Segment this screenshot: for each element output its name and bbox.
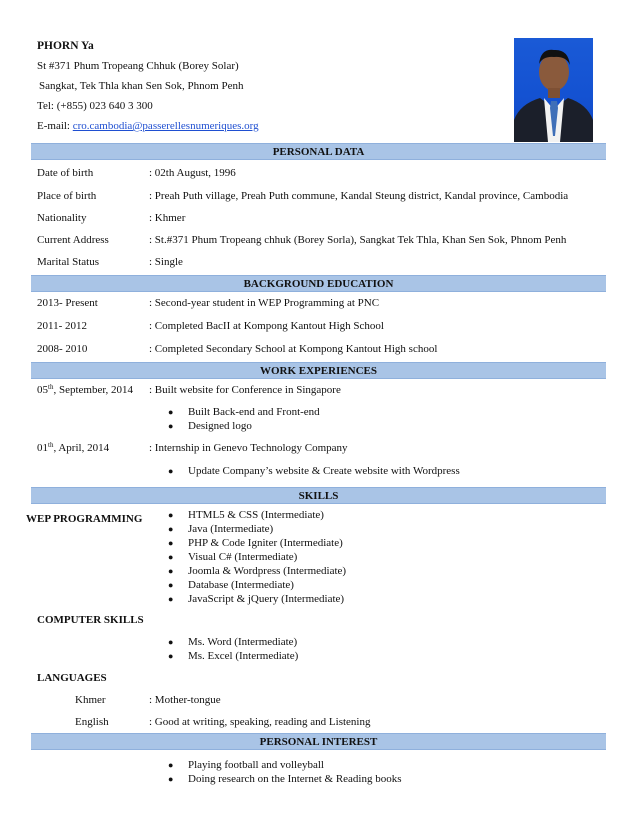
education-period: 2013- Present — [37, 297, 98, 309]
languages-heading: LANGUAGES — [37, 672, 107, 684]
education-detail: : Second-year student in WEP Programming at PNC — [149, 297, 380, 309]
personal-row — [37, 164, 607, 182]
field-value: : 02th August, 1996 — [149, 167, 236, 179]
email-label: E-mail: — [37, 120, 73, 132]
work-date-day: 05 — [37, 384, 48, 396]
work-detail: : Built website for Conference in Singapore — [149, 384, 341, 396]
ordinal-suffix: th — [48, 441, 54, 449]
bullet-icon: ● — [168, 421, 174, 431]
bullet-icon: ● — [168, 760, 174, 770]
section-background-education: BACKGROUND EDUCATION — [31, 275, 606, 292]
personal-row — [37, 231, 607, 249]
education-row — [37, 317, 607, 335]
field-label: Marital Status — [37, 256, 100, 268]
field-value: : Khmer — [149, 212, 186, 224]
education-detail: : Completed Secondary School at Kompong Kantout High school — [149, 343, 438, 355]
field-label: Current Address — [37, 234, 109, 246]
wep-programming-heading: WEP PROGRAMMING — [26, 513, 143, 525]
section-work-experiences: WORK EXPERIENCES — [31, 362, 606, 379]
address-line-2: Sangkat, Tek Thla khan Sen Sok, Phnom Penh — [39, 80, 244, 92]
language-level: : Good at writing, speaking, reading and Listening — [149, 716, 371, 728]
language-row — [37, 691, 607, 709]
bullet-icon: ● — [168, 552, 174, 562]
work-date — [37, 439, 109, 457]
language-name: Khmer — [75, 694, 106, 706]
personal-row — [37, 253, 607, 271]
contact-header — [37, 36, 477, 136]
computer-skills-heading: COMPUTER SKILLS — [37, 614, 144, 626]
work-row — [37, 439, 607, 457]
section-personal-interest: PERSONAL INTEREST — [31, 733, 606, 750]
section-personal-data: PERSONAL DATA — [31, 143, 606, 160]
field-value: : Single — [149, 256, 183, 268]
ordinal-suffix: th — [48, 383, 54, 391]
work-date — [37, 381, 133, 399]
work-row — [37, 381, 607, 399]
work-detail: : Internship in Genevo Technology Company — [149, 442, 348, 454]
personal-row — [37, 209, 607, 227]
address-line-1: St #371 Phum Tropeang Chhuk (Borey Solar) — [37, 60, 239, 72]
work-date-day: 01 — [37, 442, 48, 454]
field-value: : Preah Puth village, Preah Puth commune, Kandal Steung district, Kandal province, Cambodia — [149, 190, 569, 202]
language-row — [37, 713, 607, 731]
resume-page: PHORN Ya St #371 Phum Tropeang Chhuk (Borey Solar) Sangkat, Tek Thla khan Sen Sok, Phnom Penh Tel: (+855) 023 640 3 300 E-mail: cro.cambodia@passerellesnumeriques.org PERSONAL DATA Date of birth : 02th August, 1996 Place of birth : Preah Puth village, Preah Puth commune, Kandal Steung district, Kandal province, Cambodia Nationality : Khmer Current Address : St.#371 Phum Tropeang chhuk (Borey Sorla), Sangkat Tek Thla, Khan Sen Sok, Phnom Penh Marital Status : Single BACKGROUND EDUCATION 2013- Present : Second-year student in WEP Programming at PNC 2011- 2012 : Completed BacII at Kompong Kantout High School 2008- 2010 : Completed Secondary School at Kompong Kantout High school WORK EXPERIENCES 05th, September, 2014 : Built website for Conference in Singapore ● Built Back-end and Front-end ● Designed logo 01th, April, 2014 : Internship in Genevo Technology Company ● Update Company’s website & Create website with Wordpress SKILLS WEP PROGRAMMING ● HTML5 & CSS (Intermediate) ● Java (Intermediate) ● PHP & Code Igniter (Intermediate) ● Visual C# (Intermediate) ● Joomla & Wordpress (Intermediate) ● Database (Intermediate) ● JavaScript & jQuery (Intermediate) COMPUTER SKILLS ● Ms. Word (Intermediate) ● Ms. Excel (Intermediate) LANGUAGES Khmer : Mother-tongue English : Good at writing, speaking, reading and Listening PERSONAL INTEREST ● Playing football and volleyball ● Doing research on the Internet & Reading books — [0, 0, 638, 826]
field-label: Nationality — [37, 212, 87, 224]
field-label: Place of birth — [37, 190, 97, 202]
email-line — [37, 116, 477, 136]
work-date-rest: , April, 2014 — [53, 442, 110, 454]
education-period: 2008- 2010 — [37, 343, 88, 355]
bullet-icon: ● — [168, 566, 174, 576]
profile-photo — [514, 38, 593, 142]
bullet-icon: ● — [168, 524, 174, 534]
bullet-icon: ● — [168, 466, 174, 476]
telephone: Tel: (+855) 023 640 3 300 — [37, 100, 153, 112]
education-period: 2011- 2012 — [37, 320, 88, 332]
bullet-icon: ● — [168, 407, 174, 417]
education-detail: : Completed BacII at Kompong Kantout High School — [149, 320, 384, 332]
bullet-icon: ● — [168, 774, 174, 784]
language-level: : Mother-tongue — [149, 694, 221, 706]
field-value: : St.#371 Phum Tropeang chhuk (Borey Sorla), Sangkat Tek Thla, Khan Sen Sok, Phnom Penh — [149, 234, 567, 246]
bullet-icon: ● — [168, 580, 174, 590]
person-portrait-icon — [514, 38, 593, 142]
bullet-icon: ● — [168, 637, 174, 647]
work-date-rest: , September, 2014 — [53, 384, 134, 396]
bullet-icon: ● — [168, 594, 174, 604]
bullet-icon: ● — [168, 510, 174, 520]
education-row — [37, 294, 607, 312]
email-link[interactable]: cro.cambodia@passerellesnumeriques.org — [72, 120, 259, 132]
personal-row — [37, 187, 607, 205]
section-skills: SKILLS — [31, 487, 606, 504]
field-label: Date of birth — [37, 167, 94, 179]
language-name: English — [75, 716, 109, 728]
applicant-name: PHORN Ya — [37, 40, 94, 52]
bullet-icon: ● — [168, 538, 174, 548]
education-row — [37, 340, 607, 358]
bullet-icon: ● — [168, 651, 174, 661]
